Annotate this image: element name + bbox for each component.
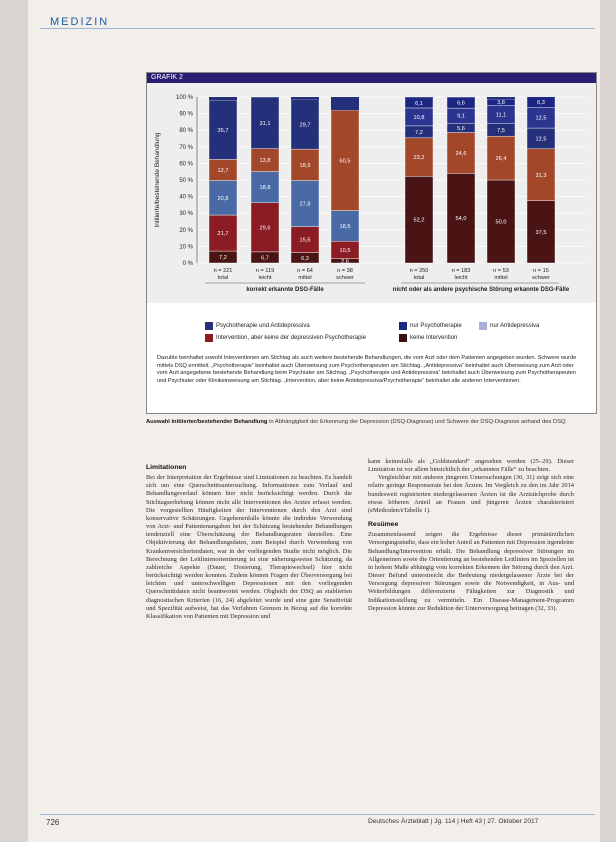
y-tick-label: 0 % [182,261,193,267]
page-number: 726 [46,818,60,827]
data-label: 18,9 [299,162,311,169]
x-tick-label: n = 221 [213,268,233,274]
data-label: 52,2 [413,217,425,224]
y-tick-label: 100 % [175,95,193,101]
data-label: 31,1 [259,120,271,127]
legend-label: Intervention, aber keine der depressiven Psychotherapie [216,335,367,341]
data-label: 29,6 [259,225,271,232]
legend-item [399,322,462,330]
data-label: 12,5 [535,115,547,122]
group-label: korrekt erkannte DSG-Fälle [246,287,324,293]
data-label: 35,7 [217,127,229,134]
bar-segment [209,97,237,100]
x-tick-label: schwer [336,275,354,281]
data-label: 6,1 [415,100,423,107]
section-rule [40,28,595,29]
y-tick-label: 80 % [179,128,193,135]
caption-title: Auswahl initiierter/bestehender Behandlung [146,419,268,425]
stacked-bar-chart [147,83,596,303]
data-label: 11,1 [495,112,507,119]
right-column [368,458,574,613]
data-label: 27,8 [299,201,311,208]
data-label: 60,5 [339,158,351,165]
data-label: 12,7 [217,167,229,174]
data-label: 24,6 [455,150,467,157]
y-tick-label: 60 % [179,161,193,168]
paragraph: Zusammenfassend zeigen die Ergebnisse dieser primärärztlichen Versorgungsstudie, dass ein hoher Anteil an Patienten mit Depression irgendeine Behandlung/Intervention erhält. Die Behandlung depressiver Störungen im Allgemeinen sowie die Orientierung an bestehenden Leitlinien im Speziellen ist in hohem Maße abhängig vom korrekten Erkennen der Störung durch den Arzt. Dieser Befund unterstreicht die Bedeutung niedergelassener Ärzte bei der Versorgung depressiver Störungen sowie die Notwendigkeit, in Aus- und Weiterbildungen differenzierte Fähigkeiten zur Diagnostik und Indikationsstellung zu vermitteln. Ein Disease-Management-Programm Depression könnte zur Reduktion der Unterversorgung beitragen (32, 33). [368,531,574,612]
legend-swatch [205,334,213,342]
data-label: 13,8 [259,158,271,165]
data-label: 26,4 [495,156,507,163]
data-label: 5,6 [457,125,465,132]
paragraph: Bei der Interpretation der Ergebnisse sind Limitationen zu beachten. Es handelt sich um eine Querschnittsuntersuchung. Informationen zum Verlauf und Behandlungsverlauf können hier nicht berücksichtigt werden. Durch die Stichtagserhebung können nicht alle Interventionen des Arztes erfasst werden. Die vorgestellten Häufigkeiten der Interventionen durch den Arzt sind konservative Schätzungen. Gegebenenfalls könnte die indirekte Verwendung von Arzt- und Patientenangaben bei der Schätzung bestehender Behandlungen tendenziell eine Überschätzung der Behandlungsraten darstellen. Eine Objektivierung der Behandlungsdaten, zum Beispiel durch Verwendung von Krankenversichertendaten, war in der vorliegenden Studie nicht möglich. Die Berechnung der Leitlinienorientierung ist eine näherungsweise Schätzung, da zahlreiche Aspekte (Dauer, Dosierung, Therapiewechsel) hier nicht berücksichtigt werden konnten. Zudem können Fragen der Überversorgung bei leichten und unterschwelligen Depressionen mit den vorliegenden Querschnittdaten nicht beantwortet werden. Obgleich der DSQ an etablierten diagnostischen Kriterien (16, 24) abgeleitet wurde und eine gute Sensitivität und Spezifität aufweist, hat das Verfahren Grenzen in Bezug auf die korrekte Klassifikation von Patienten mit Depression und [146,474,352,620]
figure-header [147,73,596,83]
x-tick-label: mittel [494,275,508,281]
legend-swatch [205,322,213,330]
x-tick-label: total [413,275,425,281]
figure [146,72,597,414]
figure-caption [146,418,595,426]
x-tick-label: n = 15 [533,268,549,274]
data-label: 23,2 [413,155,425,162]
x-tick-label: schwer [532,275,550,281]
figure-note: Dazuble beinhaltet sowohl Interventionen am Stichtag als auch weitere bestehende Behandlungen, die vom Arzt oder dem Patienten angegeben wurden. Schwere wurde mittels DSQ ermittelt. „Psychotherapie“ beinhaltet auch Überweisung zum Psychotherapeuten am Stichtag. „Antidepressiva“ beinhaltet auch Überweisung zum Arzt oder vom Arzt angegebene bestehende Behandlung beim Psychiater am Stichtag. „Psychotherapie und Antidepressiva“ beinhaltet auch Überweisung zum Psychotherapeuten und Psychiater oder Klinikeinweisung am Stichtag. „Intervention, aber keine Antidepressiva/Psychotherapie“ beinhaltet alle anderen Interventionen. [157,355,577,384]
data-label: 20,8 [217,195,229,202]
data-label: 7,2 [415,129,423,136]
section-tag: MEDIZIN [50,16,110,28]
data-label: 10,5 [339,247,351,254]
data-label: 18,5 [339,223,351,230]
data-label: 54,0 [455,216,467,223]
heading-limitationen: Limitationen [146,464,187,471]
data-label: 6,7 [261,255,269,262]
bar-segment [405,97,433,98]
data-label: 2,6 [341,258,349,265]
legend-label: nur Antidepressiva [490,323,540,329]
data-label: 9,1 [457,113,465,120]
x-tick-label: n = 119 [255,268,275,274]
bar-segment [487,97,515,99]
legend-item [479,322,539,330]
legend-label: nur Psychotherapie [410,323,462,329]
data-label: 7,5 [497,127,505,134]
paragraph: kann keinesfalls als „Goldstandard“ angesehen werden (25–29). Dieser Limitation ist vor allem hinsichtlich der „erkannten Fälle“ zu beachten. [368,458,574,474]
data-label: 10,8 [413,114,425,121]
caption-text: in Abhängigkeit der Erkennung der Depression (DSQ-Diagnose) und Schwere der DSQ-Diagnose anhand des DSQ [267,419,566,425]
x-tick-label: leicht [258,275,272,281]
footer-rule [40,814,595,815]
data-label: 6,3 [537,100,545,107]
left-column [146,458,352,621]
y-tick-label: 30 % [179,211,193,218]
data-label: 18,8 [259,185,271,192]
figure-label: GRAFIK 2 [151,74,183,81]
bar-segment [331,97,359,110]
y-tick-label: 50 % [179,178,193,184]
data-label: 29,7 [299,122,311,129]
x-tick-label: n = 38 [337,268,353,274]
data-label: 21,7 [217,231,229,238]
data-label: 6,3 [301,255,309,262]
legend-swatch [479,322,487,330]
y-tick-label: 40 % [179,194,193,201]
data-label: 50,0 [495,219,507,226]
heading-resuemee: Resümee [368,521,399,529]
data-label: 15,6 [299,237,311,244]
legend-item [205,322,310,330]
y-tick-label: 20 % [179,227,193,234]
journal-footer: Deutsches Ärzteblatt | Jg. 114 | Heft 43 | 27. Oktober 2017 [368,818,539,825]
data-label: 6,6 [457,100,465,107]
legend-swatch [399,322,407,330]
bar-segment [291,97,319,100]
data-label: 12,5 [535,136,547,143]
data-label: 31,3 [535,172,547,179]
x-tick-label: leicht [454,275,468,281]
x-tick-label: n = 250 [409,268,429,274]
legend-item [205,334,366,342]
data-label: 3,8 [497,100,505,107]
y-tick-label: 10 % [179,244,193,251]
x-tick-label: n = 183 [451,268,471,274]
group-label: nicht oder als andere psychische Störung erkannte DSG-Fälle [392,287,570,293]
y-tick-label: 70 % [179,144,193,151]
legend-label: keine Intervention [410,335,458,341]
data-label: 7,2 [219,255,227,262]
x-tick-label: n = 64 [297,268,313,274]
legend-swatch [399,334,407,342]
paragraph: Vergleichbar mit anderen jüngeren Untersuchungen (30, 31) zeigt sich eine relativ geringe Responserate bei den Ärzten. Im Vergleich zu den im Jahr 2014 bundesweit registrierten niedergelassenen Ärzten ist die Arztstichprobe durch etwas höheren Anteil an Frauen und jüngeren Ärzten charakterisiert (eMethoden/eTabelle 1). [368,474,574,514]
legend-item [399,334,457,342]
x-tick-label: total [217,275,229,281]
x-tick-label: mittel [298,275,312,281]
chart-area [147,83,596,303]
data-label: 37,5 [535,229,547,236]
y-tick-label: 90 % [179,111,193,118]
y-axis-label: Initiierte/bestehende Behandlung [154,132,161,228]
legend-label: Psychotherapie und Antidepressiva [216,323,310,329]
x-tick-label: n = 53 [493,268,509,274]
